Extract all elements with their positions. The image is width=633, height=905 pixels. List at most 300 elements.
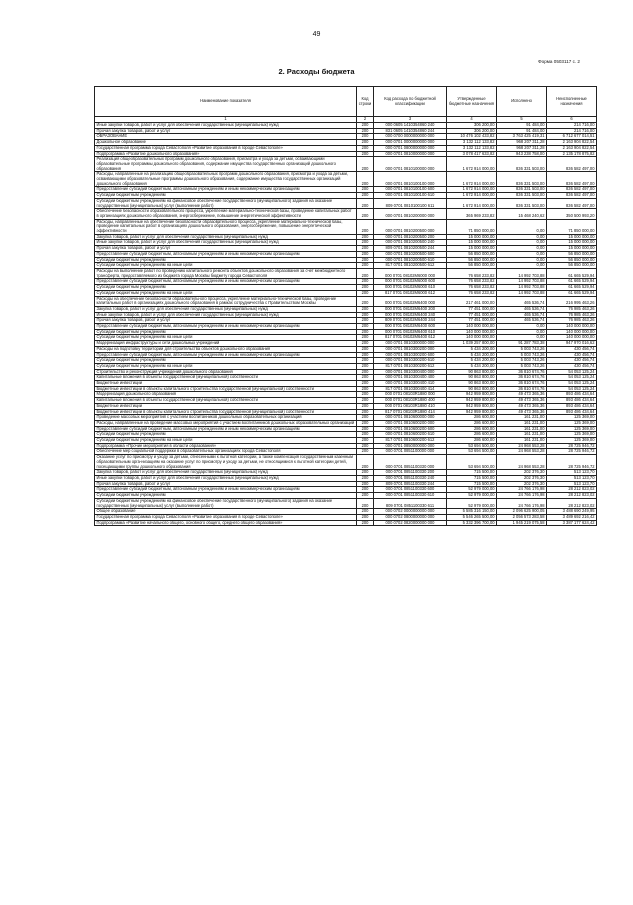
row-unexecuted-amount: 836 582 497,00 — [547, 172, 597, 187]
row-line-code: 200 — [357, 318, 374, 324]
row-indicator-name: Подпрограмма «Развитие дошкольного образования» — [95, 151, 357, 157]
row-indicator-name: Закупка товаров, работ и услуг для обеспечения государственных (муниципальных) нужд — [95, 306, 357, 312]
row-executed-amount: 836 331 503,00 — [497, 198, 547, 208]
row-line-code: 200 — [357, 193, 374, 199]
row-line-code: 200 — [357, 209, 374, 219]
row-executed-amount: 91 484,00 — [497, 128, 547, 134]
column-number: 6 — [547, 117, 597, 123]
row-approved-amount: 56 850 000,00 — [447, 257, 497, 263]
row-approved-amount: 56 850 000,00 — [447, 251, 497, 257]
row-classification-code: 000 0701 0810100100 610 — [374, 193, 447, 199]
row-unexecuted-amount: 15 000 000,00 — [547, 240, 597, 246]
row-line-code: 200 — [357, 151, 374, 157]
row-indicator-name: Субсидии бюджетным учреждениям на иные цели — [95, 335, 357, 341]
row-line-code: 200 — [357, 398, 374, 404]
row-classification-code: 000 0701 0800000000 000 — [374, 145, 447, 151]
row-classification-code: 000 0701 0000000000 000 — [374, 140, 447, 146]
row-approved-amount: 5 434 200,00 — [447, 358, 497, 364]
row-executed-amount: 0,00 — [497, 246, 547, 252]
row-approved-amount: 140 000 000,00 — [447, 335, 497, 341]
row-executed-amount: 0,00 — [497, 263, 547, 269]
row-executed-amount: 49 473 365,36 — [497, 392, 547, 398]
row-classification-code: 000 0701 0810300400 410 — [374, 381, 447, 387]
row-line-code: 200 — [357, 487, 374, 493]
row-indicator-name: Предоставление субсидий бюджетным, автономным учреждениям и иным некоммерческим организациям — [95, 187, 357, 193]
row-classification-code: 809 0701 0851100330 611 — [374, 498, 447, 508]
row-classification-code: 000 0701 08102М6400 200 — [374, 306, 447, 312]
row-indicator-name: Расходы на обеспечение безопасности образовательного процесса, укрепление материально-технической базы, проведение капитальных работ в организациях дошкольного образования в рамках сотрудничества с Правительством Москвы — [95, 296, 357, 306]
row-executed-amount: 24 766 176,98 — [497, 487, 547, 493]
row-line-code: 200 — [357, 470, 374, 476]
row-approved-amount: 1 672 914 000,00 — [447, 157, 497, 172]
row-unexecuted-amount: 125 369,00 — [547, 426, 597, 432]
row-indicator-name: Иные закупки товаров, работ и услуг для обеспечения государственных (муниципальных) нужд — [95, 123, 357, 129]
row-line-code: 200 — [357, 476, 374, 482]
row-classification-code: 817 0701 0810300400 414 — [374, 386, 447, 392]
row-indicator-name: Расходы на подготовку территории для строительства объектов дошкольного образования — [95, 346, 357, 352]
row-line-code: 200 — [357, 296, 374, 306]
row-line-code: 200 — [357, 520, 374, 526]
column-number: 3 — [374, 117, 447, 123]
row-unexecuted-amount: 893 486 434,64 — [547, 392, 597, 398]
row-approved-amount: 5 434 200,00 — [447, 352, 497, 358]
row-approved-amount: 3 132 112 133,82 — [447, 145, 497, 151]
row-line-code: 200 — [357, 251, 374, 257]
row-classification-code: 000 0701 0810100000 000 — [374, 157, 447, 172]
row-approved-amount: 286 600,00 — [447, 438, 497, 444]
row-classification-code: 000 0701 0810200000 000 — [374, 209, 447, 219]
row-indicator-name: Обеспечение мер социальной поддержки в образовательных организациях города Севастополя — [95, 449, 357, 455]
row-unexecuted-amount: 56 850 000,00 — [547, 257, 597, 263]
row-classification-code: 000 0702 0820000000 000 — [374, 520, 447, 526]
row-unexecuted-amount: 430 456,74 — [547, 346, 597, 352]
row-executed-amount: 36 810 674,76 — [497, 381, 547, 387]
row-classification-code: 000 0701 0810200500 600 — [374, 251, 447, 257]
row-unexecuted-amount: 214 716,00 — [547, 123, 597, 129]
row-unexecuted-amount: 2 135 178 875,82 — [547, 151, 597, 157]
row-unexecuted-amount: 140 000 000,00 — [547, 329, 597, 335]
row-classification-code: 809 0701 08102М6400 244 — [374, 318, 447, 324]
row-approved-amount: 286 600,00 — [447, 415, 497, 421]
row-classification-code: 000 0701 0810600200 000 — [374, 420, 447, 426]
row-classification-code: 000 0701 08102М6000 600 — [374, 279, 447, 285]
row-line-code: 200 — [357, 481, 374, 487]
row-classification-code: 000 0701 0851100330 240 — [374, 476, 447, 482]
row-classification-code: 000 0701 0810600000 000 — [374, 415, 447, 421]
row-line-code: 200 — [357, 443, 374, 449]
row-executed-amount: 36 810 674,76 — [497, 375, 547, 381]
row-line-code: 200 — [357, 285, 374, 291]
row-classification-code: 000 0701 0810200500 200 — [374, 234, 447, 240]
row-line-code: 200 — [357, 187, 374, 193]
row-executed-amount: 1 945 219 075,58 — [497, 520, 547, 526]
row-executed-amount: 0,00 — [497, 335, 547, 341]
row-classification-code: 817 0701 08102М6000 612 — [374, 290, 447, 296]
row-classification-code: 000 0701 0810300200 000 — [374, 346, 447, 352]
row-indicator-name: Субсидии бюджетным учреждениям на иные цели — [95, 438, 357, 444]
row-approved-amount: 942 959 800,00 — [447, 392, 497, 398]
row-executed-amount: 161 231,00 — [497, 432, 547, 438]
row-unexecuted-amount: 140 000 000,00 — [547, 324, 597, 330]
row-classification-code: 000 0702 0000000000 000 — [374, 509, 447, 515]
row-indicator-name: Бюджетные инвестиции в объекты капитального строительства государственной (муниципальной) собственности — [95, 386, 357, 392]
row-unexecuted-amount: 430 456,74 — [547, 358, 597, 364]
row-line-code: 200 — [357, 279, 374, 285]
row-indicator-name: Предоставление субсидий бюджетным, автономным учреждениям и иным некоммерческим организациям — [95, 426, 357, 432]
row-indicator-name: Расходы, направленные на обеспечение безопасности образовательного процесса, укрепление материально-технической базы, проведение капитальных работ в организациях дошкольного образования, энергосбережение, повышение энергетической эффективности — [95, 219, 357, 234]
expenses-table — [94, 86, 597, 526]
column-number: 2 — [357, 117, 374, 123]
row-executed-amount: 49 473 365,36 — [497, 403, 547, 409]
row-indicator-name: Строительство и реконструкция учреждений дошкольного образования — [95, 369, 357, 375]
row-unexecuted-amount: 28 725 946,72 — [547, 443, 597, 449]
row-approved-amount: 53 694 500,00 — [447, 443, 497, 449]
row-executed-amount: 0,00 — [497, 234, 547, 240]
row-approved-amount: 1 672 914 000,00 — [447, 198, 497, 208]
row-executed-amount: 968 207 311,28 — [497, 145, 547, 151]
row-approved-amount: 76 658 233,82 — [447, 290, 497, 296]
row-executed-amount: 465 536,74 — [497, 312, 547, 318]
row-classification-code: 000 0701 0810300000 000 — [374, 341, 447, 347]
row-executed-amount: 91 287 783,38 — [497, 341, 547, 347]
row-unexecuted-amount: 28 212 823,02 — [547, 487, 597, 493]
row-approved-amount: 77 451 000,00 — [447, 306, 497, 312]
row-indicator-name: Оказание услуг по присмотру и уходу за детьми, отнесенными к льготной категории, а также компенсация государственным казенным образовательным орга-низациям на оказание услуг по присмотру и уходу за детьми, не относящимися к льготной категории детей, посещающими группы дошкольного образования — [95, 455, 357, 470]
form-reference: Форма 0503117 с. 2 — [538, 59, 580, 64]
row-indicator-name: Капитальные вложения в объекты государственной (муниципальной) собственности — [95, 375, 357, 381]
row-executed-amount: 0,00 — [497, 324, 547, 330]
row-indicator-name: Иные закупки товаров, работ и услуг для обеспечения государственных (муниципальных) нужд — [95, 240, 357, 246]
row-approved-amount: 3 078 417 633,82 — [447, 151, 497, 157]
row-classification-code: 000 0701 0810300200 610 — [374, 358, 447, 364]
row-classification-code: 000 0701 0810300400 400 — [374, 375, 447, 381]
table-row — [95, 157, 597, 172]
row-line-code: 200 — [357, 335, 374, 341]
row-indicator-name: Реализация общеобразовательных программ дошкольного образования, присмотра и ухода за детьми, осваивающими образовательные программы дошкольного образования, содержание имущества государственных организаций дошкольного образования — [95, 157, 357, 172]
row-line-code: 200 — [357, 240, 374, 246]
row-executed-amount: 202 376,30 — [497, 476, 547, 482]
row-line-code: 200 — [357, 263, 374, 269]
row-unexecuted-amount: 947 970 016,62 — [547, 341, 597, 347]
row-executed-amount: 0,00 — [497, 329, 547, 335]
row-line-code: 200 — [357, 514, 374, 520]
row-approved-amount: 140 000 000,00 — [447, 329, 497, 335]
column-number: 1 — [95, 117, 357, 123]
row-unexecuted-amount: 28 212 823,02 — [547, 498, 597, 508]
row-unexecuted-amount: 125 369,00 — [547, 438, 597, 444]
row-approved-amount: 53 694 500,00 — [447, 449, 497, 455]
row-executed-amount: 49 473 365,36 — [497, 398, 547, 404]
row-executed-amount: 968 207 311,28 — [497, 140, 547, 146]
row-executed-amount: 161 231,00 — [497, 438, 547, 444]
row-line-code: 200 — [357, 145, 374, 151]
row-unexecuted-amount: 15 000 000,00 — [547, 234, 597, 240]
row-executed-amount: 24 766 176,98 — [497, 493, 547, 499]
row-executed-amount: 5 003 743,26 — [497, 358, 547, 364]
row-line-code: 200 — [357, 455, 374, 470]
expenses-table-container — [94, 86, 596, 526]
row-unexecuted-amount: 15 000 000,00 — [547, 246, 597, 252]
row-line-code: 200 — [357, 157, 374, 172]
row-executed-amount: 5 003 743,26 — [497, 352, 547, 358]
row-approved-amount: 942 959 800,00 — [447, 403, 497, 409]
row-approved-amount: 715 500,00 — [447, 476, 497, 482]
table-row — [95, 520, 597, 526]
row-approved-amount: 217 461 000,00 — [447, 296, 497, 306]
row-line-code: 200 — [357, 392, 374, 398]
row-line-code: 200 — [357, 420, 374, 426]
row-line-code: 200 — [357, 432, 374, 438]
row-approved-amount: 286 600,00 — [447, 420, 497, 426]
table-row — [95, 198, 597, 208]
row-executed-amount: 14 992 703,88 — [497, 285, 547, 291]
table-row — [95, 296, 597, 306]
row-line-code: 200 — [357, 306, 374, 312]
row-indicator-name: Прочая закупка товаров, работ и услуг — [95, 128, 357, 134]
row-indicator-name: Бюджетные инвестиции — [95, 381, 357, 387]
row-unexecuted-amount: 2 163 904 822,54 — [547, 145, 597, 151]
row-approved-amount: 90 863 800,00 — [447, 369, 497, 375]
row-line-code: 200 — [357, 257, 374, 263]
row-indicator-name: Прочая закупка товаров, работ и услуг — [95, 481, 357, 487]
row-approved-amount: 1 672 914 000,00 — [447, 172, 497, 187]
row-indicator-name: Предоставление субсидий бюджетным, автономным учреждениям и иным некоммерческим организациям — [95, 487, 357, 493]
row-classification-code: 000 0701 08103R1880 000 — [374, 392, 447, 398]
row-approved-amount: 71 850 000,00 — [447, 219, 497, 234]
row-classification-code: 000 0701 0810600200 610 — [374, 432, 447, 438]
row-unexecuted-amount: 513 123,70 — [547, 476, 597, 482]
row-indicator-name: Проведение массовых мероприятий с участием воспитанников дошкольных образовательных организаций — [95, 415, 357, 421]
row-unexecuted-amount: 61 665 529,94 — [547, 285, 597, 291]
row-indicator-name: Подпрограмма «Развитие начального общего, основного общего, среднего общего образования» — [95, 520, 357, 526]
row-indicator-name: Субсидии бюджетным учреждениям — [95, 257, 357, 263]
row-indicator-name: Модернизация дошкольного образования — [95, 392, 357, 398]
row-executed-amount: 836 331 503,00 — [497, 172, 547, 187]
row-line-code: 200 — [357, 426, 374, 432]
row-indicator-name: Субсидии бюджетным учреждениям — [95, 358, 357, 364]
row-executed-amount: 465 536,74 — [497, 296, 547, 306]
row-approved-amount: 140 000 000,00 — [447, 324, 497, 330]
header-indicator-name: Наименование показателя — [95, 87, 357, 117]
row-line-code: 200 — [357, 219, 374, 234]
header-budget-classification-code: Код расхода по бюджетной классификации — [374, 87, 447, 117]
row-indicator-name: Прочая закупка товаров, работ и услуг — [95, 246, 357, 252]
row-classification-code: 000 0701 0810200500 610 — [374, 257, 447, 263]
page-number: 49 — [312, 31, 321, 38]
row-executed-amount: 5 003 743,26 — [497, 363, 547, 369]
row-executed-amount: 36 810 674,76 — [497, 369, 547, 375]
row-indicator-name: Предоставление субсидий бюджетным, автономным учреждениям и иным некоммерческим организациям — [95, 279, 357, 285]
row-line-code: 200 — [357, 140, 374, 146]
row-unexecuted-amount: 76 985 463,26 — [547, 318, 597, 324]
row-classification-code: 817 0701 08103R1880 414 — [374, 409, 447, 415]
row-classification-code: 000 0701 0850000000 000 — [374, 443, 447, 449]
row-classification-code: 000 0701 0851100330 600 — [374, 487, 447, 493]
row-indicator-name: Предоставление субсидий бюджетным, автономным учреждениям и иным некоммерческим организациям — [95, 324, 357, 330]
row-approved-amount: 90 863 800,00 — [447, 381, 497, 387]
row-executed-amount: 161 231,00 — [497, 426, 547, 432]
row-classification-code: 000 0700 0000000000 000 — [374, 134, 447, 140]
row-classification-code: 000 0701 0851100330 000 — [374, 455, 447, 470]
row-executed-amount: 0,00 — [497, 219, 547, 234]
row-approved-amount: 1 672 914 000,00 — [447, 187, 497, 193]
row-approved-amount: 365 969 233,82 — [447, 209, 497, 219]
row-classification-code: 809 0701 0851100330 244 — [374, 481, 447, 487]
table-row — [95, 209, 597, 219]
row-line-code: 200 — [357, 449, 374, 455]
row-classification-code: 000 0701 0851100330 610 — [374, 493, 447, 499]
row-indicator-name: Субсидии бюджетным учреждениям — [95, 493, 357, 499]
row-unexecuted-amount: 3 489 692 216,42 — [547, 514, 597, 520]
row-classification-code: 817 0701 0810200500 612 — [374, 263, 447, 269]
row-unexecuted-amount: 893 486 434,64 — [547, 403, 597, 409]
row-executed-amount: 36 810 674,76 — [497, 386, 547, 392]
row-line-code: 200 — [357, 312, 374, 318]
row-line-code: 200 — [357, 123, 374, 129]
row-executed-amount: 2 096 625 900,05 — [497, 509, 547, 515]
row-executed-amount: 202 376,30 — [497, 470, 547, 476]
row-executed-amount: 49 473 365,36 — [497, 409, 547, 415]
row-classification-code: 000 0701 0810200500 240 — [374, 240, 447, 246]
row-approved-amount: 56 850 000,00 — [447, 263, 497, 269]
row-indicator-name: Закупка товаров, работ и услуг для обеспечения государственных (муниципальных) нужд — [95, 470, 357, 476]
row-unexecuted-amount: 54 053 125,24 — [547, 386, 597, 392]
row-classification-code: 817 0701 0810600200 612 — [374, 438, 447, 444]
row-line-code: 200 — [357, 509, 374, 515]
row-indicator-name: Общее образование — [95, 509, 357, 515]
table-row — [95, 219, 597, 234]
row-approved-amount: 306 200,00 — [447, 123, 497, 129]
row-unexecuted-amount: 140 000 000,00 — [547, 335, 597, 341]
row-classification-code: 000 0701 0851100330 200 — [374, 470, 447, 476]
row-classification-code: 831 0605 1410354860 244 — [374, 128, 447, 134]
row-classification-code: 000 0701 08102М6400 000 — [374, 296, 447, 306]
row-line-code: 200 — [357, 329, 374, 335]
table-row — [95, 172, 597, 187]
table-row — [95, 455, 597, 470]
row-classification-code: 000 0701 0810300200 600 — [374, 352, 447, 358]
row-unexecuted-amount: 76 985 463,26 — [547, 312, 597, 318]
row-indicator-name: Иные закупки товаров, работ и услуг для обеспечения государственных (муниципальных) нужд — [95, 312, 357, 318]
row-classification-code: 809 0701 0810100100 611 — [374, 198, 447, 208]
row-unexecuted-amount: 836 582 497,00 — [547, 193, 597, 199]
row-approved-amount: 15 000 000,00 — [447, 234, 497, 240]
row-line-code: 200 — [357, 381, 374, 387]
row-classification-code: 000 0701 08103R1880 410 — [374, 403, 447, 409]
row-line-code: 200 — [357, 363, 374, 369]
row-unexecuted-amount: 836 582 497,00 — [547, 187, 597, 193]
row-unexecuted-amount: 513 123,70 — [547, 470, 597, 476]
header-approved-appropriations: Утвержденные бюджетные назначения — [447, 87, 497, 117]
row-executed-amount: 5 003 743,26 — [497, 346, 547, 352]
row-line-code: 200 — [357, 128, 374, 134]
row-indicator-name: Дошкольное образование — [95, 140, 357, 146]
section-title: 2. Расходы бюджета — [278, 67, 355, 76]
row-indicator-name: Субсидии бюджетным учреждениям на иные цели — [95, 290, 357, 296]
row-approved-amount: 5 585 316 150,00 — [447, 509, 497, 515]
row-executed-amount: 24 968 553,28 — [497, 449, 547, 455]
row-line-code: 200 — [357, 498, 374, 508]
row-line-code: 200 — [357, 409, 374, 415]
row-line-code: 200 — [357, 352, 374, 358]
column-number: 5 — [497, 117, 547, 123]
row-line-code: 200 — [357, 438, 374, 444]
row-indicator-name: Предоставление субсидий бюджетным, автономным учреждениям и иным некоммерческим организациям — [95, 352, 357, 358]
header-line-code: Код строки — [357, 87, 374, 117]
row-approved-amount: 5 546 265 500,00 — [447, 514, 497, 520]
table-header-row — [95, 87, 597, 117]
row-line-code: 200 — [357, 172, 374, 187]
row-approved-amount: 3 132 112 133,82 — [447, 140, 497, 146]
row-indicator-name: Обеспечение безопасности образовательного процесса, укрепление материально-технической базы, проведение капитальных работ в организациях дошкольного образования, энергосбережение, повышение энергетической эффективности — [95, 209, 357, 219]
row-executed-amount: 14 992 703,88 — [497, 279, 547, 285]
row-indicator-name: Модернизация инфраструктуры и сети дошкольных учреждений — [95, 341, 357, 347]
row-executed-amount: 465 536,74 — [497, 318, 547, 324]
row-line-code: 200 — [357, 234, 374, 240]
row-indicator-name: Расходы, направленные на реализацию общеобразовательных программ дошкольного образования, присмотра и ухода за детьми, осваивающими образовательные программы дошкольного образования, содержание имущества государственных организаций дошкольного образования — [95, 172, 357, 187]
row-indicator-name: Иные закупки товаров, работ и услуг для обеспечения государственных (муниципальных) нужд — [95, 476, 357, 482]
row-line-code: 200 — [357, 403, 374, 409]
row-line-code: 200 — [357, 369, 374, 375]
table-body — [95, 123, 597, 526]
row-approved-amount: 76 658 233,82 — [447, 285, 497, 291]
row-line-code: 200 — [357, 493, 374, 499]
row-executed-amount: 24 766 176,98 — [497, 498, 547, 508]
row-unexecuted-amount: 3 387 177 624,42 — [547, 520, 597, 526]
row-line-code: 200 — [357, 198, 374, 208]
row-classification-code: 000 0701 08102М6000 000 — [374, 268, 447, 278]
row-approved-amount: 942 959 800,00 — [447, 409, 497, 415]
row-executed-amount: 943 238 758,00 — [497, 151, 547, 157]
row-unexecuted-amount: 836 582 497,00 — [547, 157, 597, 172]
row-executed-amount: 91 484,00 — [497, 123, 547, 129]
row-approved-amount: 10 476 102 433,82 — [447, 134, 497, 140]
row-approved-amount: 306 200,00 — [447, 128, 497, 134]
row-indicator-name: Государственная программа города Севастополя «Развитие образования в городе Севастополе» — [95, 514, 357, 520]
row-classification-code: 000 0701 0810000000 000 — [374, 151, 447, 157]
row-unexecuted-amount: 125 369,00 — [547, 415, 597, 421]
row-classification-code: 817 0701 08102М6400 612 — [374, 335, 447, 341]
row-classification-code: 000 0701 0851100000 000 — [374, 449, 447, 455]
row-classification-code: 000 0701 0810100100 000 — [374, 172, 447, 187]
row-approved-amount: 90 863 800,00 — [447, 386, 497, 392]
row-unexecuted-amount: 28 725 946,72 — [547, 449, 597, 455]
row-indicator-name: Бюджетные инвестиции — [95, 403, 357, 409]
row-approved-amount: 15 000 000,00 — [447, 246, 497, 252]
row-executed-amount: 465 536,74 — [497, 306, 547, 312]
row-line-code: 200 — [357, 246, 374, 252]
row-indicator-name: Субсидии бюджетным учреждениям на финансовое обеспечение государственного (муниципального) задания на оказание государственных (муниципальных) услуг (выполнение работ) — [95, 498, 357, 508]
row-approved-amount: 1 039 257 800,00 — [447, 341, 497, 347]
row-classification-code: 000 0701 0810600200 600 — [374, 426, 447, 432]
row-unexecuted-amount: 28 212 823,02 — [547, 493, 597, 499]
row-classification-code: 000 0701 08102М6400 240 — [374, 312, 447, 318]
row-executed-amount: 0,00 — [497, 240, 547, 246]
row-unexecuted-amount: 350 500 993,20 — [547, 209, 597, 219]
row-classification-code: 817 0701 0810300200 612 — [374, 363, 447, 369]
row-unexecuted-amount: 125 369,00 — [547, 420, 597, 426]
row-classification-code: 000 0702 0800000000 000 — [374, 514, 447, 520]
row-unexecuted-amount: 893 486 434,64 — [547, 398, 597, 404]
row-approved-amount: 715 500,00 — [447, 481, 497, 487]
row-approved-amount: 76 658 233,82 — [447, 268, 497, 278]
row-unexecuted-amount: 76 985 463,26 — [547, 306, 597, 312]
row-unexecuted-amount: 61 665 529,94 — [547, 268, 597, 278]
row-executed-amount: 0,00 — [497, 257, 547, 263]
row-executed-amount: 3 763 425 419,31 — [497, 134, 547, 140]
row-approved-amount: 76 658 233,82 — [447, 279, 497, 285]
row-unexecuted-amount: 71 850 000,00 — [547, 219, 597, 234]
